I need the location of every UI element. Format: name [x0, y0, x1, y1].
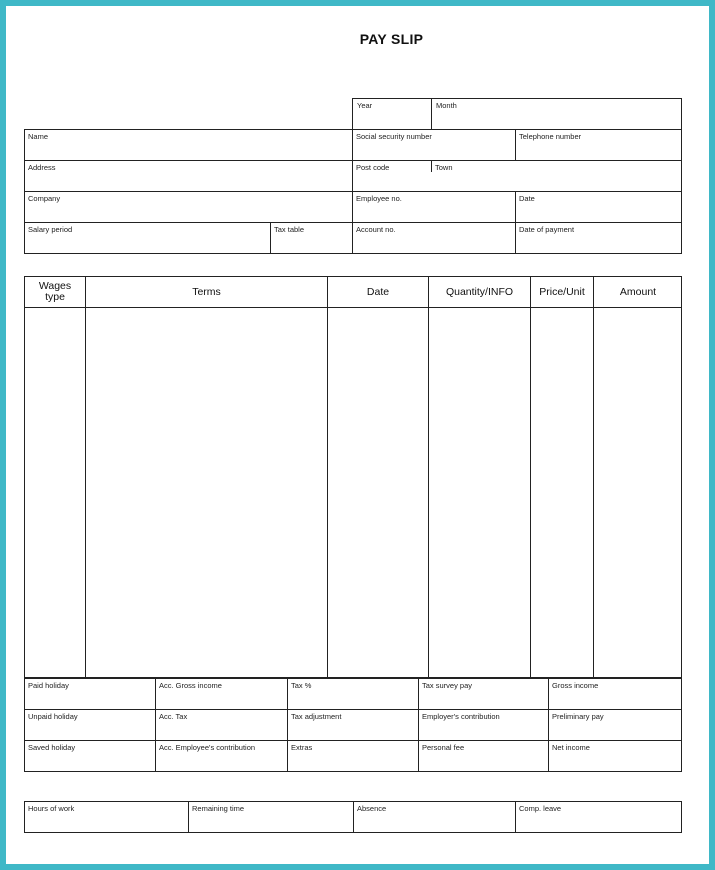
comp-leave-label: Comp. leave: [519, 804, 562, 813]
col-header-price-unit: Price/Unit: [539, 285, 585, 298]
tax-table-label: Tax table: [274, 225, 305, 234]
extras-label: Extras: [291, 743, 313, 752]
col-header-wages-type: Wages type: [38, 280, 72, 303]
town-label: Town: [435, 163, 453, 172]
account-no-label: Account no.: [356, 225, 396, 234]
acc-gross-income-label: Acc. Gross income: [159, 681, 222, 690]
name-label: Name: [28, 132, 49, 141]
employee-no-label: Employee no.: [356, 194, 402, 203]
col-header-quantity: Quantity/INFO: [445, 285, 514, 298]
telephone-label: Telephone number: [519, 132, 582, 141]
month-label: Month: [436, 101, 457, 110]
col-header-amount: Amount: [619, 285, 657, 298]
post-code-label: Post code: [356, 163, 390, 172]
page-title: PAY SLIP: [359, 31, 424, 47]
employers-contribution-label: Employer's contribution: [422, 712, 500, 721]
hours-of-work-label: Hours of work: [28, 804, 75, 813]
remaining-time-label: Remaining time: [192, 804, 245, 813]
col-header-date: Date: [366, 285, 390, 298]
acc-tax-label: Acc. Tax: [159, 712, 188, 721]
acc-employees-contribution-label: Acc. Employee's contribution: [159, 743, 256, 752]
saved-holiday-label: Saved holiday: [28, 743, 76, 752]
salary-period-label: Salary period: [28, 225, 73, 234]
paid-holiday-label: Paid holiday: [28, 681, 69, 690]
tax-percent-label: Tax %: [291, 681, 312, 690]
tax-adjustment-label: Tax adjustment: [291, 712, 342, 721]
year-label: Year: [357, 101, 373, 110]
company-label: Company: [28, 194, 61, 203]
preliminary-pay-label: Preliminary pay: [552, 712, 604, 721]
address-label: Address: [28, 163, 56, 172]
date-of-payment-label: Date of payment: [519, 225, 575, 234]
col-header-terms: Terms: [192, 285, 221, 298]
personal-fee-label: Personal fee: [422, 743, 465, 752]
net-income-label: Net income: [552, 743, 590, 752]
gross-income-label: Gross income: [552, 681, 599, 690]
date-label: Date: [519, 194, 535, 203]
unpaid-holiday-label: Unpaid holiday: [28, 712, 78, 721]
tax-survey-pay-label: Tax survey pay: [422, 681, 473, 690]
ssn-label: Social security number: [356, 132, 432, 141]
absence-label: Absence: [357, 804, 387, 813]
year-month-box: [352, 98, 682, 130]
